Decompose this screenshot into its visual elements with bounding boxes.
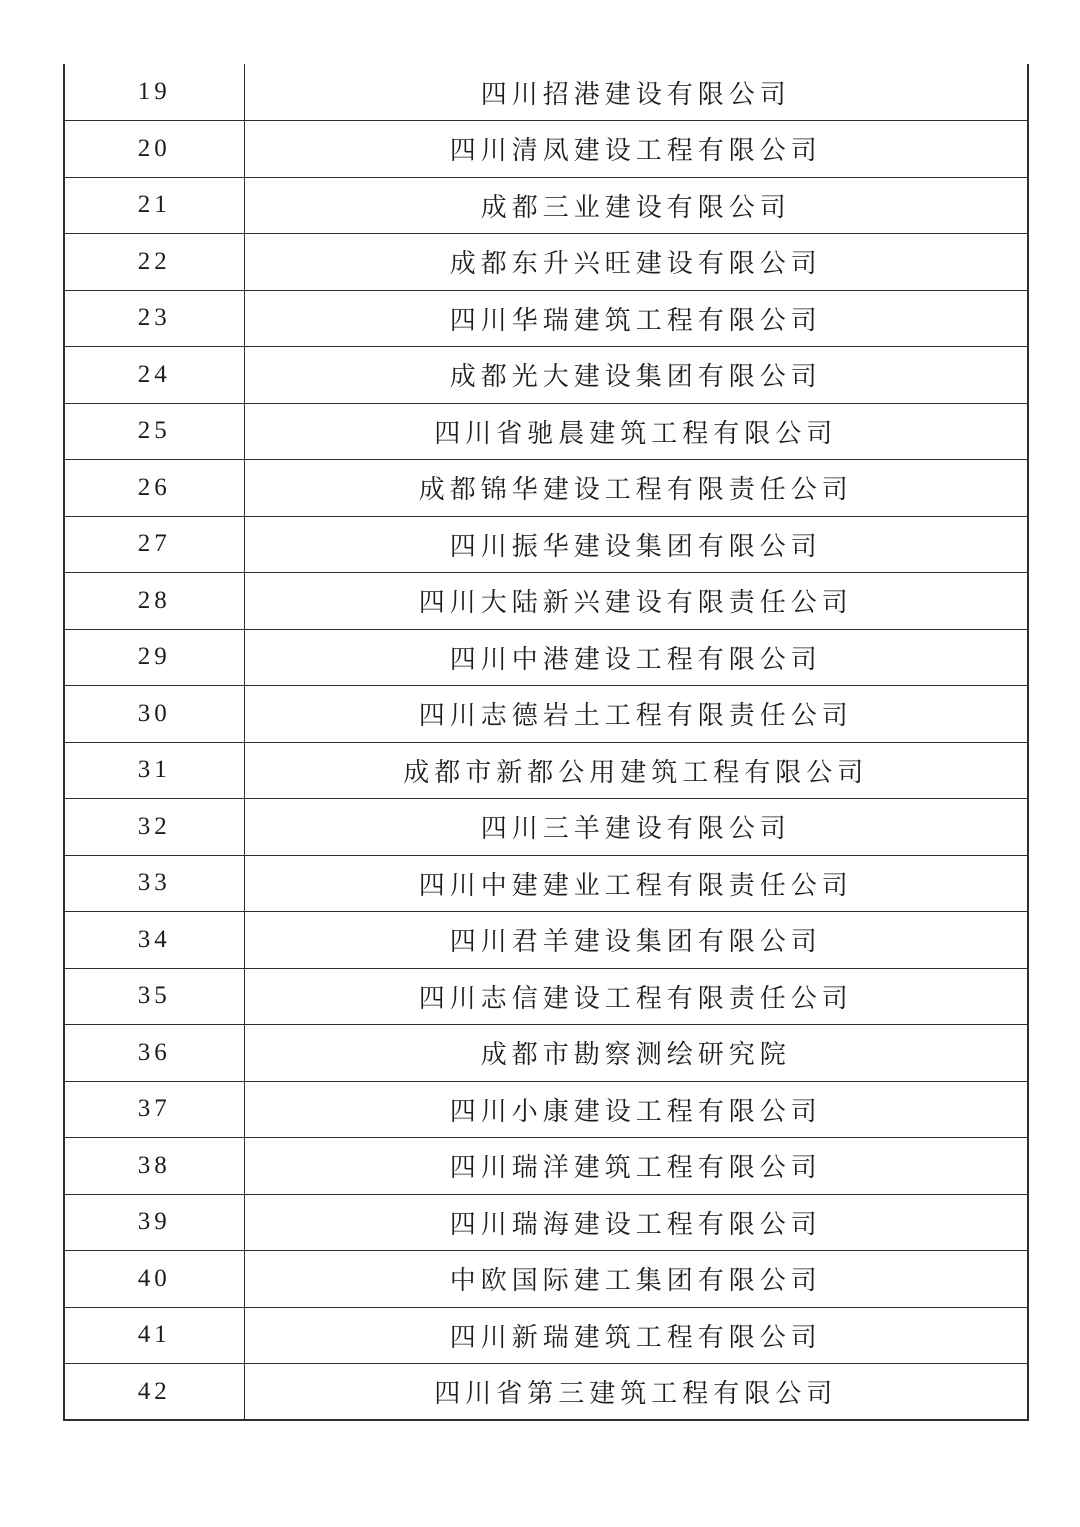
row-number: 24 — [64, 347, 244, 404]
table-row — [64, 912, 1028, 969]
company-name: 四川招港建设有限公司 — [244, 64, 1028, 121]
row-number: 41 — [64, 1307, 244, 1364]
row-number: 27 — [64, 516, 244, 573]
table-row — [64, 403, 1028, 460]
company-name: 四川瑞洋建筑工程有限公司 — [244, 1138, 1028, 1195]
company-name: 四川中建建业工程有限责任公司 — [244, 855, 1028, 912]
row-number: 32 — [64, 799, 244, 856]
company-name: 成都光大建设集团有限公司 — [244, 347, 1028, 404]
company-name: 四川清凤建设工程有限公司 — [244, 121, 1028, 178]
company-name: 四川振华建设集团有限公司 — [244, 516, 1028, 573]
company-name: 四川三羊建设有限公司 — [244, 799, 1028, 856]
row-number: 42 — [64, 1364, 244, 1421]
company-name: 四川君羊建设集团有限公司 — [244, 912, 1028, 969]
company-name: 四川大陆新兴建设有限责任公司 — [244, 573, 1028, 630]
row-number: 23 — [64, 290, 244, 347]
company-name: 四川省第三建筑工程有限公司 — [244, 1364, 1028, 1421]
row-number: 40 — [64, 1251, 244, 1308]
row-number: 25 — [64, 403, 244, 460]
company-name: 成都东升兴旺建设有限公司 — [244, 234, 1028, 291]
row-number: 29 — [64, 629, 244, 686]
table-row — [64, 64, 1028, 121]
table-row — [64, 1194, 1028, 1251]
company-name: 四川小康建设工程有限公司 — [244, 1081, 1028, 1138]
company-name: 四川华瑞建筑工程有限公司 — [244, 290, 1028, 347]
table-row — [64, 516, 1028, 573]
company-name: 四川新瑞建筑工程有限公司 — [244, 1307, 1028, 1364]
company-name: 四川中港建设工程有限公司 — [244, 629, 1028, 686]
table-row — [64, 573, 1028, 630]
row-number: 35 — [64, 968, 244, 1025]
table-row — [64, 968, 1028, 1025]
table-row — [64, 799, 1028, 856]
table-row — [64, 742, 1028, 799]
table-row — [64, 290, 1028, 347]
table-row — [64, 234, 1028, 291]
table-row — [64, 629, 1028, 686]
table-row — [64, 347, 1028, 404]
table-row — [64, 1364, 1028, 1421]
row-number: 33 — [64, 855, 244, 912]
row-number: 34 — [64, 912, 244, 969]
company-name: 成都锦华建设工程有限责任公司 — [244, 460, 1028, 517]
row-number: 30 — [64, 686, 244, 743]
table-row — [64, 121, 1028, 178]
company-name: 四川省驰晨建筑工程有限公司 — [244, 403, 1028, 460]
table-row — [64, 460, 1028, 517]
table-row — [64, 1251, 1028, 1308]
table-row — [64, 686, 1028, 743]
row-number: 20 — [64, 121, 244, 178]
row-number: 38 — [64, 1138, 244, 1195]
table-row — [64, 177, 1028, 234]
company-name: 四川瑞海建设工程有限公司 — [244, 1194, 1028, 1251]
row-number: 28 — [64, 573, 244, 630]
company-name: 成都三业建设有限公司 — [244, 177, 1028, 234]
row-number: 36 — [64, 1025, 244, 1082]
row-number: 37 — [64, 1081, 244, 1138]
table-row — [64, 1307, 1028, 1364]
row-number: 19 — [64, 64, 244, 121]
table-row — [64, 1138, 1028, 1195]
row-number: 31 — [64, 742, 244, 799]
row-number: 26 — [64, 460, 244, 517]
table-row — [64, 1081, 1028, 1138]
company-name: 中欧国际建工集团有限公司 — [244, 1251, 1028, 1308]
table-row — [64, 855, 1028, 912]
company-name: 成都市勘察测绘研究院 — [244, 1025, 1028, 1082]
row-number: 21 — [64, 177, 244, 234]
row-number: 39 — [64, 1194, 244, 1251]
table-row — [64, 1025, 1028, 1082]
company-name: 成都市新都公用建筑工程有限公司 — [244, 742, 1028, 799]
company-table-body — [64, 64, 1028, 1420]
company-name: 四川志德岩土工程有限责任公司 — [244, 686, 1028, 743]
company-name: 四川志信建设工程有限责任公司 — [244, 968, 1028, 1025]
row-number: 22 — [64, 234, 244, 291]
company-table — [63, 64, 1029, 1421]
